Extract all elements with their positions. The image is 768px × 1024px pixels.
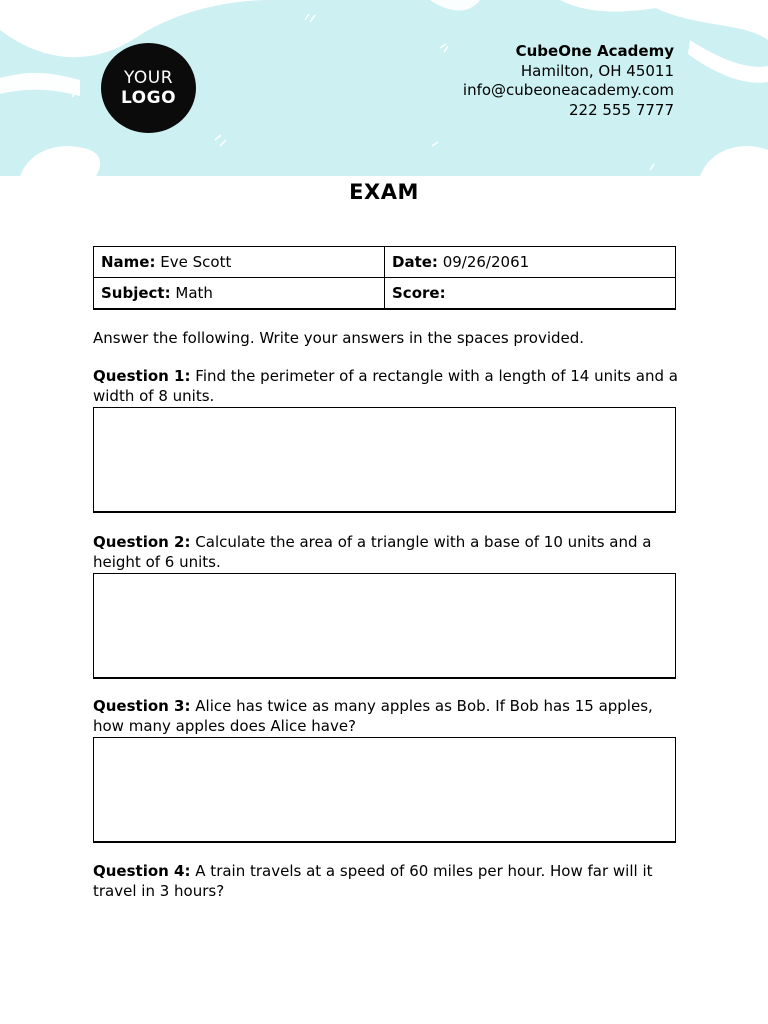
- logo-text-line1: YOUR: [123, 68, 174, 88]
- score-cell: [385, 278, 676, 309]
- question-text: A train travels at a speed of 60 miles per hour. How far will it travel in 3 hours?: [93, 862, 653, 900]
- score-label: Score:: [392, 283, 446, 302]
- question-label: Question 3:: [93, 697, 191, 715]
- name-label: Name:: [101, 253, 156, 271]
- answer-box-2[interactable]: [93, 573, 676, 679]
- organization-email: info@cubeoneacademy.com: [462, 81, 674, 99]
- organization-name: CubeOne Academy: [515, 42, 674, 60]
- question-label: Question 4:: [93, 862, 191, 880]
- name-value: Eve Scott: [160, 253, 232, 271]
- logo-placeholder: [101, 43, 196, 133]
- student-info-table: [93, 246, 676, 310]
- instructions-text: Answer the following. Write your answers in the spaces provided.: [93, 329, 585, 347]
- question-text: Calculate the area of a triangle with a base of 10 units and a height of 6 units.: [93, 533, 652, 571]
- subject-label: Subject:: [101, 283, 171, 302]
- question-1: [93, 366, 683, 406]
- answer-box-1[interactable]: [93, 407, 676, 513]
- answer-box-3[interactable]: [93, 737, 676, 843]
- organization-contact: [463, 42, 674, 120]
- date-value: 09/26/2061: [442, 253, 530, 271]
- organization-address: Hamilton, OH 45011: [520, 61, 674, 80]
- question-text: Find the perimeter of a rectangle with a length of 14 units and a width of 8 units.: [93, 367, 678, 405]
- question-2: [93, 532, 683, 572]
- question-label: Question 2:: [93, 533, 191, 551]
- info-row: [94, 247, 676, 278]
- organization-phone: 222 555 7777: [569, 100, 674, 119]
- name-cell: [94, 247, 385, 278]
- question-4: [93, 861, 683, 901]
- question-label: Question 1:: [93, 367, 191, 385]
- letterhead: [0, 0, 768, 176]
- info-row: [94, 278, 676, 309]
- question-3: [93, 696, 683, 736]
- subject-cell: [94, 278, 385, 309]
- date-label: Date:: [392, 253, 438, 271]
- logo-text-line2: LOGO: [120, 88, 177, 108]
- question-text: Alice has twice as many apples as Bob. If Bob has 15 apples, how many apples does Alice have?: [93, 697, 653, 735]
- page-title: EXAM: [349, 180, 419, 204]
- subject-value: Math: [175, 283, 213, 302]
- date-cell: [385, 247, 676, 278]
